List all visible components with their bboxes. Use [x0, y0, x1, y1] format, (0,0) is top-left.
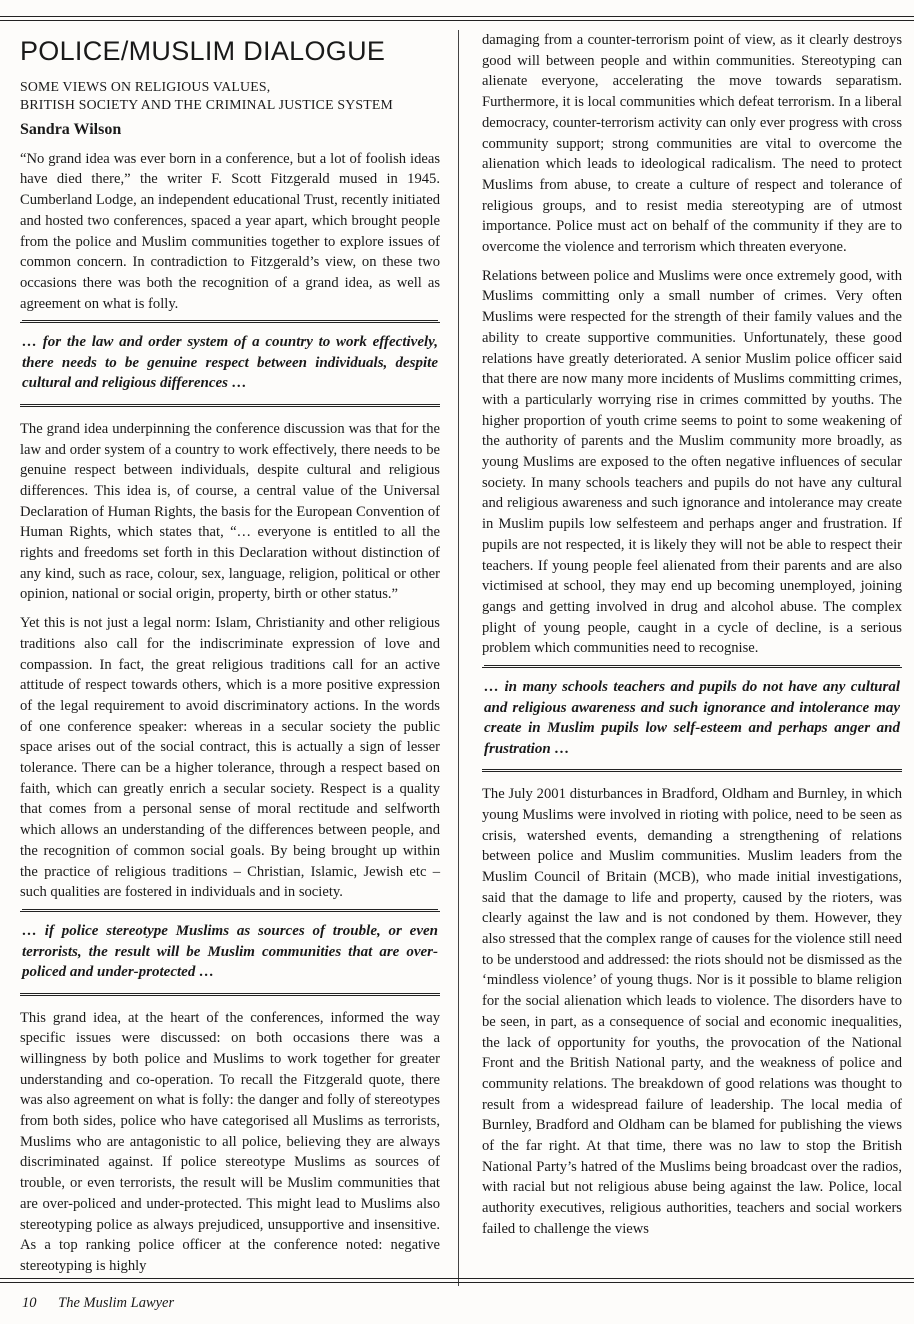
column-divider — [458, 30, 459, 1286]
bottom-rule-thin — [0, 1282, 914, 1283]
paragraph: This grand idea, at the heart of the conferences, informed the way specific issues were discussed: on both occasions there was a willingness by both police and Muslims to work together for greater understanding and co-operation. To recall the Fitzgerald quote, there was also agreement on what is folly: the danger and folly of stereotypes from both sides, police who have categorised all Muslims as terrorists, Muslims who are antagonistic to all police, believing they are always discriminated against. If police stereotype Muslims as sources of trouble, or even terrorists, the result will be Muslim communities that are over-policed and under-protected. This might lead to Muslims also stereotyping police as always prejudiced, unsupportive and insensitive. As a top ranking police officer at the conference noted: negative stereotyping is highly — [20, 1009, 440, 1274]
paragraph: Yet this is not just a legal norm: Islam, Christianity and other religious traditions also call for the indiscriminate expression of love and compassion. In fact, the great religious traditions call for an active attitude of respect towards others, which is a more positive expression of the legal requirement to avoid discriminatory actions. In the words of one conference speaker: whereas in a secular society the public space arises out of the social contract, this is actually a sign of lesser tolerance. There can be a higher tolerance, through a respect based on faith, which can greatly enrich a secular society. Respect is a quality that comes from a personal sense of moral rectitude and selfworth which allows an understanding of the differences between people, and the recognition of common social goals. By being brought up within the practice of religious traditions – Christian, Islamic, Jewish etc – such qualities are fostered in individuals and in society. — [20, 615, 440, 901]
page-number: 10 — [22, 1295, 37, 1311]
article-author: Sandra Wilson — [20, 121, 122, 138]
publication-name: The Muslim Lawyer — [58, 1295, 175, 1311]
pull-quote: … if police stereotype Muslims as sources of trouble, or even terrorists, the result will be Muslim communities that are over-policed and under-protected … — [20, 911, 440, 996]
top-rule-thin — [0, 20, 914, 21]
paragraph: “No grand idea was ever born in a conference, but a lot of foolish ideas have died there,” the writer F. Scott Fitzgerald mused in 1945. Cumberland Lodge, an independent educational Trust, recently initiated and hosted two conferences, spaced a year apart, which brought people from the police and Muslim communities together to explore issues of common concern. In contradiction to Fitzgerald’s view, on these two occasions there was both the recognition of a grand idea, as well as agreement on what is folly. — [20, 150, 440, 312]
paragraph: Relations between police and Muslims were once extremely good, with Muslims committing only a small number of crimes. Very often Muslims were respected for the strength of their family values and the ability to create supportive communities. Unfortunately, these good relations have greatly deteriorated. A senior Muslim police officer said that there are now many more incidents of Muslims committing crimes, with a particularly worrying rise in crimes committed by youths. The higher proportion of youth crime seems to point to some weakening of the authority of parents and the Muslim community more broadly, as young Muslims are exposed to the often negative influences of secular society. In many schools teachers and pupils do not have any cultural and religious awareness and such ignorance and intolerance may create in Muslim pupils low selfesteem and perhaps anger and frustration. If pupils are not respected, it is likely they will not be able to respect their teachers. If young people feel alienated from their parents and are also victimised at school, they may end up becoming unemployed, joining gangs and getting involved in drug and alcohol abuse. The complex plight of young people, caught in a cycle of decline, is a serious problem which communities need to recognise. — [482, 267, 902, 657]
article-title: POLICE/MUSLIM DIALOGUE — [20, 36, 386, 66]
paragraph: The grand idea underpinning the conference discussion was that for the law and order system of a country to work effectively, there needs to be genuine respect between individuals, despite cultural and religious differences. This idea is, of course, a central value of the Universal Declaration of Human Rights, the basis for the European Convention of Human Rights, which states that, “… everyone is entitled to all the rights and freedoms set forth in this Declaration without distinction of any kind, such as race, colour, sex, language, religion, political or other opinion, national or social origin, property, birth or other status.” — [20, 420, 440, 603]
left-column — [20, 30, 440, 1285]
pull-quote: … in many schools teachers and pupils do not have any cultural and religious awareness and such ignorance and intolerance may create in Muslim pupils low self-esteem and perhaps anger and frustration … — [482, 667, 902, 772]
article-subtitle-line1: SOME VIEWS ON RELIGIOUS VALUES, — [20, 79, 271, 94]
top-rule — [0, 16, 914, 17]
paragraph: damaging from a counter-terrorism point of view, as it clearly destroys good will between people and within communities. Stereotyping can alienate everyone, accelerating the move towards separatism. Furthermore, it is local communities which defeat terrorism. In a liberal democracy, counter-terrorism activity can only ever progress with cross community support; strong communities are vital to overcome the alienation which leads to ideological radicalism. The need to protect Muslims from abuse, to create a culture of respect and tolerance of religious groups, and to resist media stereotyping are of utmost importance. Police must act on behalf of the community if they are to overcome the violence and terrorism which threaten everyone. — [482, 32, 902, 256]
pull-quote: … for the law and order system of a country to work effectively, there needs to be genuine respect between individuals, despite cultural and religious differences … — [20, 322, 440, 407]
right-column — [482, 30, 902, 1248]
page-footer — [22, 1295, 174, 1312]
paragraph: The July 2001 disturbances in Bradford, Oldham and Burnley, in which young Muslims were involved in rioting with police, need to be seen as crisis, watershed events, demanding a strengthening of relations between police and Muslim communities. Muslim leaders from the Muslim Council of Britain (MCB), who made initial investigations, said that the damage to life and property, caused by the rioters, was clearly against the law and is not condoned by them. However, they also stressed that the complex range of causes for the violence still need to be understood and addressed: the riots should not be dismissed as the ‘mindless violence’ of young thugs. Nor is it possible to blame religion for the social alienation which leads to violence. The disorders have to be seen, in part, as a consequence of social and economic inequalities, the lack of opportunity for youths, the provocation of the National Front and the British National party, and the weakness of police and community relations. The breakdown of good relations was thought to result from a widespread failure of leadership. The local media of Burnley, Bradford and Oldham can be blamed for publishing the views of the far right. At that time, there was no law to stop the British National Party’s hatred of the Muslims being broadcast over the radios, with racial but not religious abuse being against the law. Police, local authority executives, religious authorities, teachers and social workers failed to challenge the views — [482, 786, 902, 1237]
article-subtitle-line2: BRITISH SOCIETY AND THE CRIMINAL JUSTICE SYSTEM — [20, 97, 393, 112]
bottom-rule — [0, 1278, 914, 1279]
